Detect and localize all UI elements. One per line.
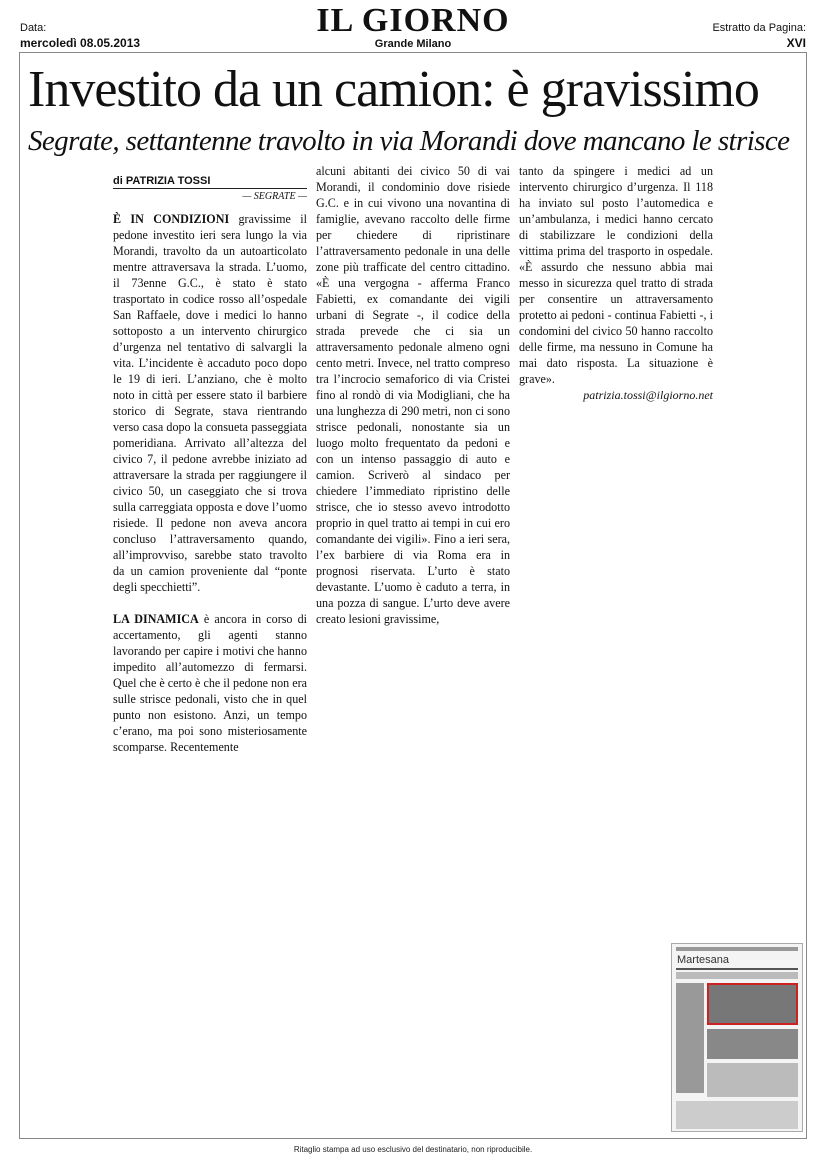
- thumbnail-body: [676, 983, 798, 1097]
- dateline: — SEGRATE —: [242, 191, 307, 202]
- thumbnail-photo: [707, 1029, 798, 1059]
- page-thumbnail: [671, 943, 803, 1132]
- byline: di PATRIZIA TOSSI: [113, 175, 211, 187]
- article-column-1: [113, 211, 307, 755]
- paragraph-lead: È IN CONDIZIONI: [113, 212, 230, 226]
- paragraph: [113, 211, 307, 595]
- thumbnail-section-title: Martesana: [677, 954, 729, 966]
- footer-disclaimer: Ritaglio stampa ad uso esclusivo del destinatario, non riproducibile.: [293, 1145, 533, 1154]
- publication-date: mercoledì 08.05.2013: [20, 36, 141, 50]
- extract-label: Estratto da Pagina:: [712, 22, 806, 34]
- thumbnail-sidebar-block: [676, 983, 704, 1093]
- page-number: XVI: [786, 36, 806, 50]
- paragraph: [113, 611, 307, 755]
- thumbnail-rule: [676, 968, 798, 970]
- section-name: Grande Milano: [374, 38, 452, 50]
- thumbnail-main: [707, 983, 798, 1097]
- paragraph-text: tanto da spingere i medici ad un intervento chirurgico d’urgenza. Il 118 ha inviato sul posto l’automedica e un’ambulanza, i medici hanno cercato di stabilizzare le condizioni della vittima prima del trasporto in ospedale. «È assurdo che nessuno abbia mai messo in sicurezza quel tratto di strada per consentire un attraversamento protetto ai pedoni - continua Fabietti -, i condomini del civico 50 hanno raccolto delle firme, ma nessuno in Comune ha mai dato risposta. La situazione è grave».: [519, 164, 713, 386]
- author-signature: patrizia.tossi@ilgiorno.net: [583, 388, 713, 402]
- paragraph-lead: LA DINAMICA: [113, 612, 199, 626]
- article-column-3: [519, 163, 713, 403]
- subheadline: Segrate, settantenne travolto in via Morandi dove mancano le strisce: [28, 125, 790, 157]
- thumbnail-highlight-article: [707, 983, 798, 1025]
- paragraph-text: è ancora in corso di accertamento, gli agenti stanno lavorando per capire i motivi che hanno impedito all’automezzo di fermarsi. Quel che è certo è che il pedone non era sulle strisce pedonali, visto che in quel punto non esistono. Anzi, un tempo c’erano, ma poi sono misteriosamente scomparse. Recentemente: [113, 612, 308, 754]
- article-column-2: [316, 163, 510, 627]
- thumbnail-bottom-block: [676, 1101, 798, 1129]
- masthead-logo: IL GIORNO: [316, 2, 510, 39]
- paragraph-text: gravissime il pedone investito ieri sera lungo la via Morandi, travolto da un autoarticolato mentre attraversava la strada. L’uomo, il 73enne G.C., è stato è stato trasportato in codice rosso all’ospedale San Raffaele, dove i medici lo hanno sottoposto a un intervento chirurgico d’urgenza nel tentativo di salvargli la vita. L’incidente è accaduto poco dopo le 19 di ieri. L’anziano, che è molto noto in città per essere stato il barbiere storico di Segrate, stava rientrando verso casa dopo la consueta passeggiata pomeridiana. Arrivato all’altezza del civico 7, il pedone avrebbe iniziato ad attraversare la strada per raggiungere il civico 50, un caseggiato che si trova sulla carreggiata opposta e dove l’uomo risiede. Il pedone non aveva ancora concluso l’attraversamento quando, all’improvviso, sarebbe stato travolto da un camion proveniente dal “ponte degli specchietti”.: [113, 212, 307, 594]
- date-label: Data:: [20, 22, 47, 34]
- thumbnail-header-bar: [676, 947, 798, 951]
- byline-rule: [113, 188, 307, 189]
- thumbnail-text-block: [676, 972, 798, 979]
- headline: Investito da un camion: è gravissimo: [28, 61, 759, 118]
- paragraph-text: alcuni abitanti dei civico 50 di vai Morandi, il condominio dove risiede G.C. e in cui vivono una novantina di famiglie, avevano raccolto delle firme per chiedere di ripristinare l’attraversamento pedonale in una delle zone più trafficate del centro cittadino. «È una vergogna - afferma Franco Fabietti, ex comandante dei vigili urbani di Segrate -, il codice della strada prevede che ci sia un attraversamento pedonale almeno ogni cento metri. Invece, nel tratto compreso tra l’incrocio semaforico di via Cristei fino al rondò di via Modigliani, che ha una lunghezza di 290 metri, non ci sono strisce pedonali, nonostante sia un luogo molto frequentato da pedoni e con un intenso passaggio di auto e camion. Scriverò al sindaco per chiedere l’immediato ripristino delle strisce, che io stesso avevo introdotto proprio in quel tratto ai tempi in cui ero comandante dei vigili». Fino a ieri sera, l’ex barbiere di via Roma era in prognosi riservata. L’urto è stato devastante. L’uomo è caduto a terra, in una pozza di sangue. L’urto deve avere creato lesioni gravissime,: [316, 164, 510, 626]
- thumbnail-text-block: [707, 1063, 798, 1097]
